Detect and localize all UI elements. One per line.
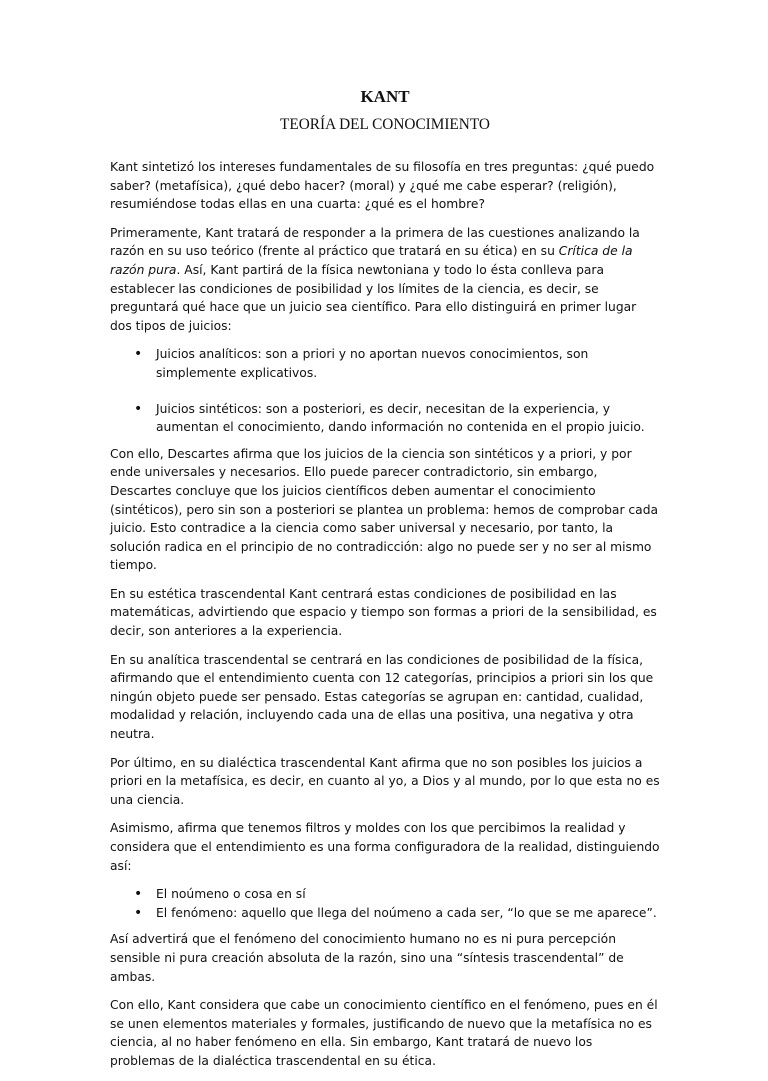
- paragraph-synthesis: Así advertirá que el fenómeno del conocimiento humano no es ni pura percepción sensible ni pura creación absoluta de la razón, sino una “síntesis trascendental” de ambas.: [110, 932, 624, 984]
- paragraph-aesthetic: En su estética trascendental Kant centrará estas condiciones de posibilidad en las matemáticas, advirtiendo que espacio y tiempo son formas a priori de la sensibilidad, es decir, son anteriores a la experiencia.: [110, 586, 657, 639]
- paragraph-critique-text-2: . Así, Kant partirá de la física newtoniana y todo lo ésta conlleva para establecer las condiciones de posibilidad y los límites de la ciencia, es decir, se preguntará qué hace que un juicio sea científico. Para ello distinguirá en primer lugar dos tipos de juicios:: [110, 262, 637, 333]
- document-title: KANT: [360, 87, 410, 106]
- paragraph-conclusion: Con ello, Kant considera que cabe un conocimiento científico en el fenómeno, pues en él se unen elementos materiales y formales, justificando de nuevo que la metafísica no es ciencia, al no haber fenómeno en ella. Sin embargo, Kant tratará de nuevo los problemas de la dialéctica trascendental en su ética.: [110, 998, 658, 1068]
- paragraph-dialectic: Por último, en su dialéctica trascendental Kant afirma que no son posibles los juicios a priori en la metafísica, es decir, en cuanto al yo, a Dios y al mundo, por lo que esta no es una ciencia.: [110, 755, 660, 807]
- list-item: • Juicios sintéticos: son a posteriori, es decir, necesitan de la experiencia, y aumentan el conocimiento, dando información no contenida en el propio juicio.: [156, 400, 660, 437]
- paragraph-critique: [110, 224, 660, 336]
- document-page: [110, 86, 660, 1081]
- list-item: • El fenómeno: aquello que llega del noúmeno a cada ser, “lo que se me aparece”.: [156, 904, 660, 923]
- paragraph-critique-text-1: Primeramente, Kant tratará de responder a la primera de las cuestiones analizando la razón en su uso teórico (frente al práctico que tratará en su ética) en su: [110, 225, 640, 259]
- judgment-types-list: [110, 345, 660, 436]
- list-item: • El noúmeno o cosa en sí: [156, 885, 660, 904]
- paragraph-filters: Asimismo, afirma que tenemos filtros y moldes con los que percibimos la realidad y considera que el entendimiento es una forma configuradora de la realidad, distinguiendo así:: [110, 821, 660, 873]
- paragraph-synthetic-a-priori: Con ello, Descartes afirma que los juicios de la ciencia son sintéticos y a priori, y por ende universales y necesarios. Ello puede parecer contradictorio, sin embargo, Descartes concluye que los juicios científicos deben aumentar el conocimiento (sintéticos), pero sin son a posteriori se plantea un problema: hemos de comprobar cada juicio. Esto contradice a la ciencia como saber universal y necesario, por tanto, la solución radica en el principio de no contradicción: algo no puede ser y no ser al mismo tiempo.: [110, 446, 659, 573]
- noumenon-phenomenon-list: [110, 885, 660, 922]
- book-title: Crítica de la razón pura: [110, 244, 633, 277]
- list-item: • Juicios analíticos: son a priori y no aportan nuevos conocimientos, son simplemente explicativos.: [156, 345, 660, 382]
- paragraph-analytic: En su analítica trascendental se centrará en las condiciones de posibilidad de la física, afirmando que el entendimiento cuenta con 12 categorías, principios a priori sin los que ningún objeto puede ser pensado. Estas categorías se agrupan en: cantidad, cualidad, modalidad y relación, incluyendo cada una de ellas una positiva, una negativa y otra neutra.: [110, 652, 654, 742]
- document-subtitle: TEORÍA DEL CONOCIMIENTO: [280, 116, 490, 133]
- paragraph-questions: Kant sintetizó los intereses fundamentales de su filosofía en tres preguntas: ¿qué puedo saber? (metafísica), ¿qué debo hacer? (moral) y ¿qué me cabe esperar? (religión), resumiéndose todas ellas en una cuarta: ¿qué es el hombre?: [110, 160, 655, 212]
